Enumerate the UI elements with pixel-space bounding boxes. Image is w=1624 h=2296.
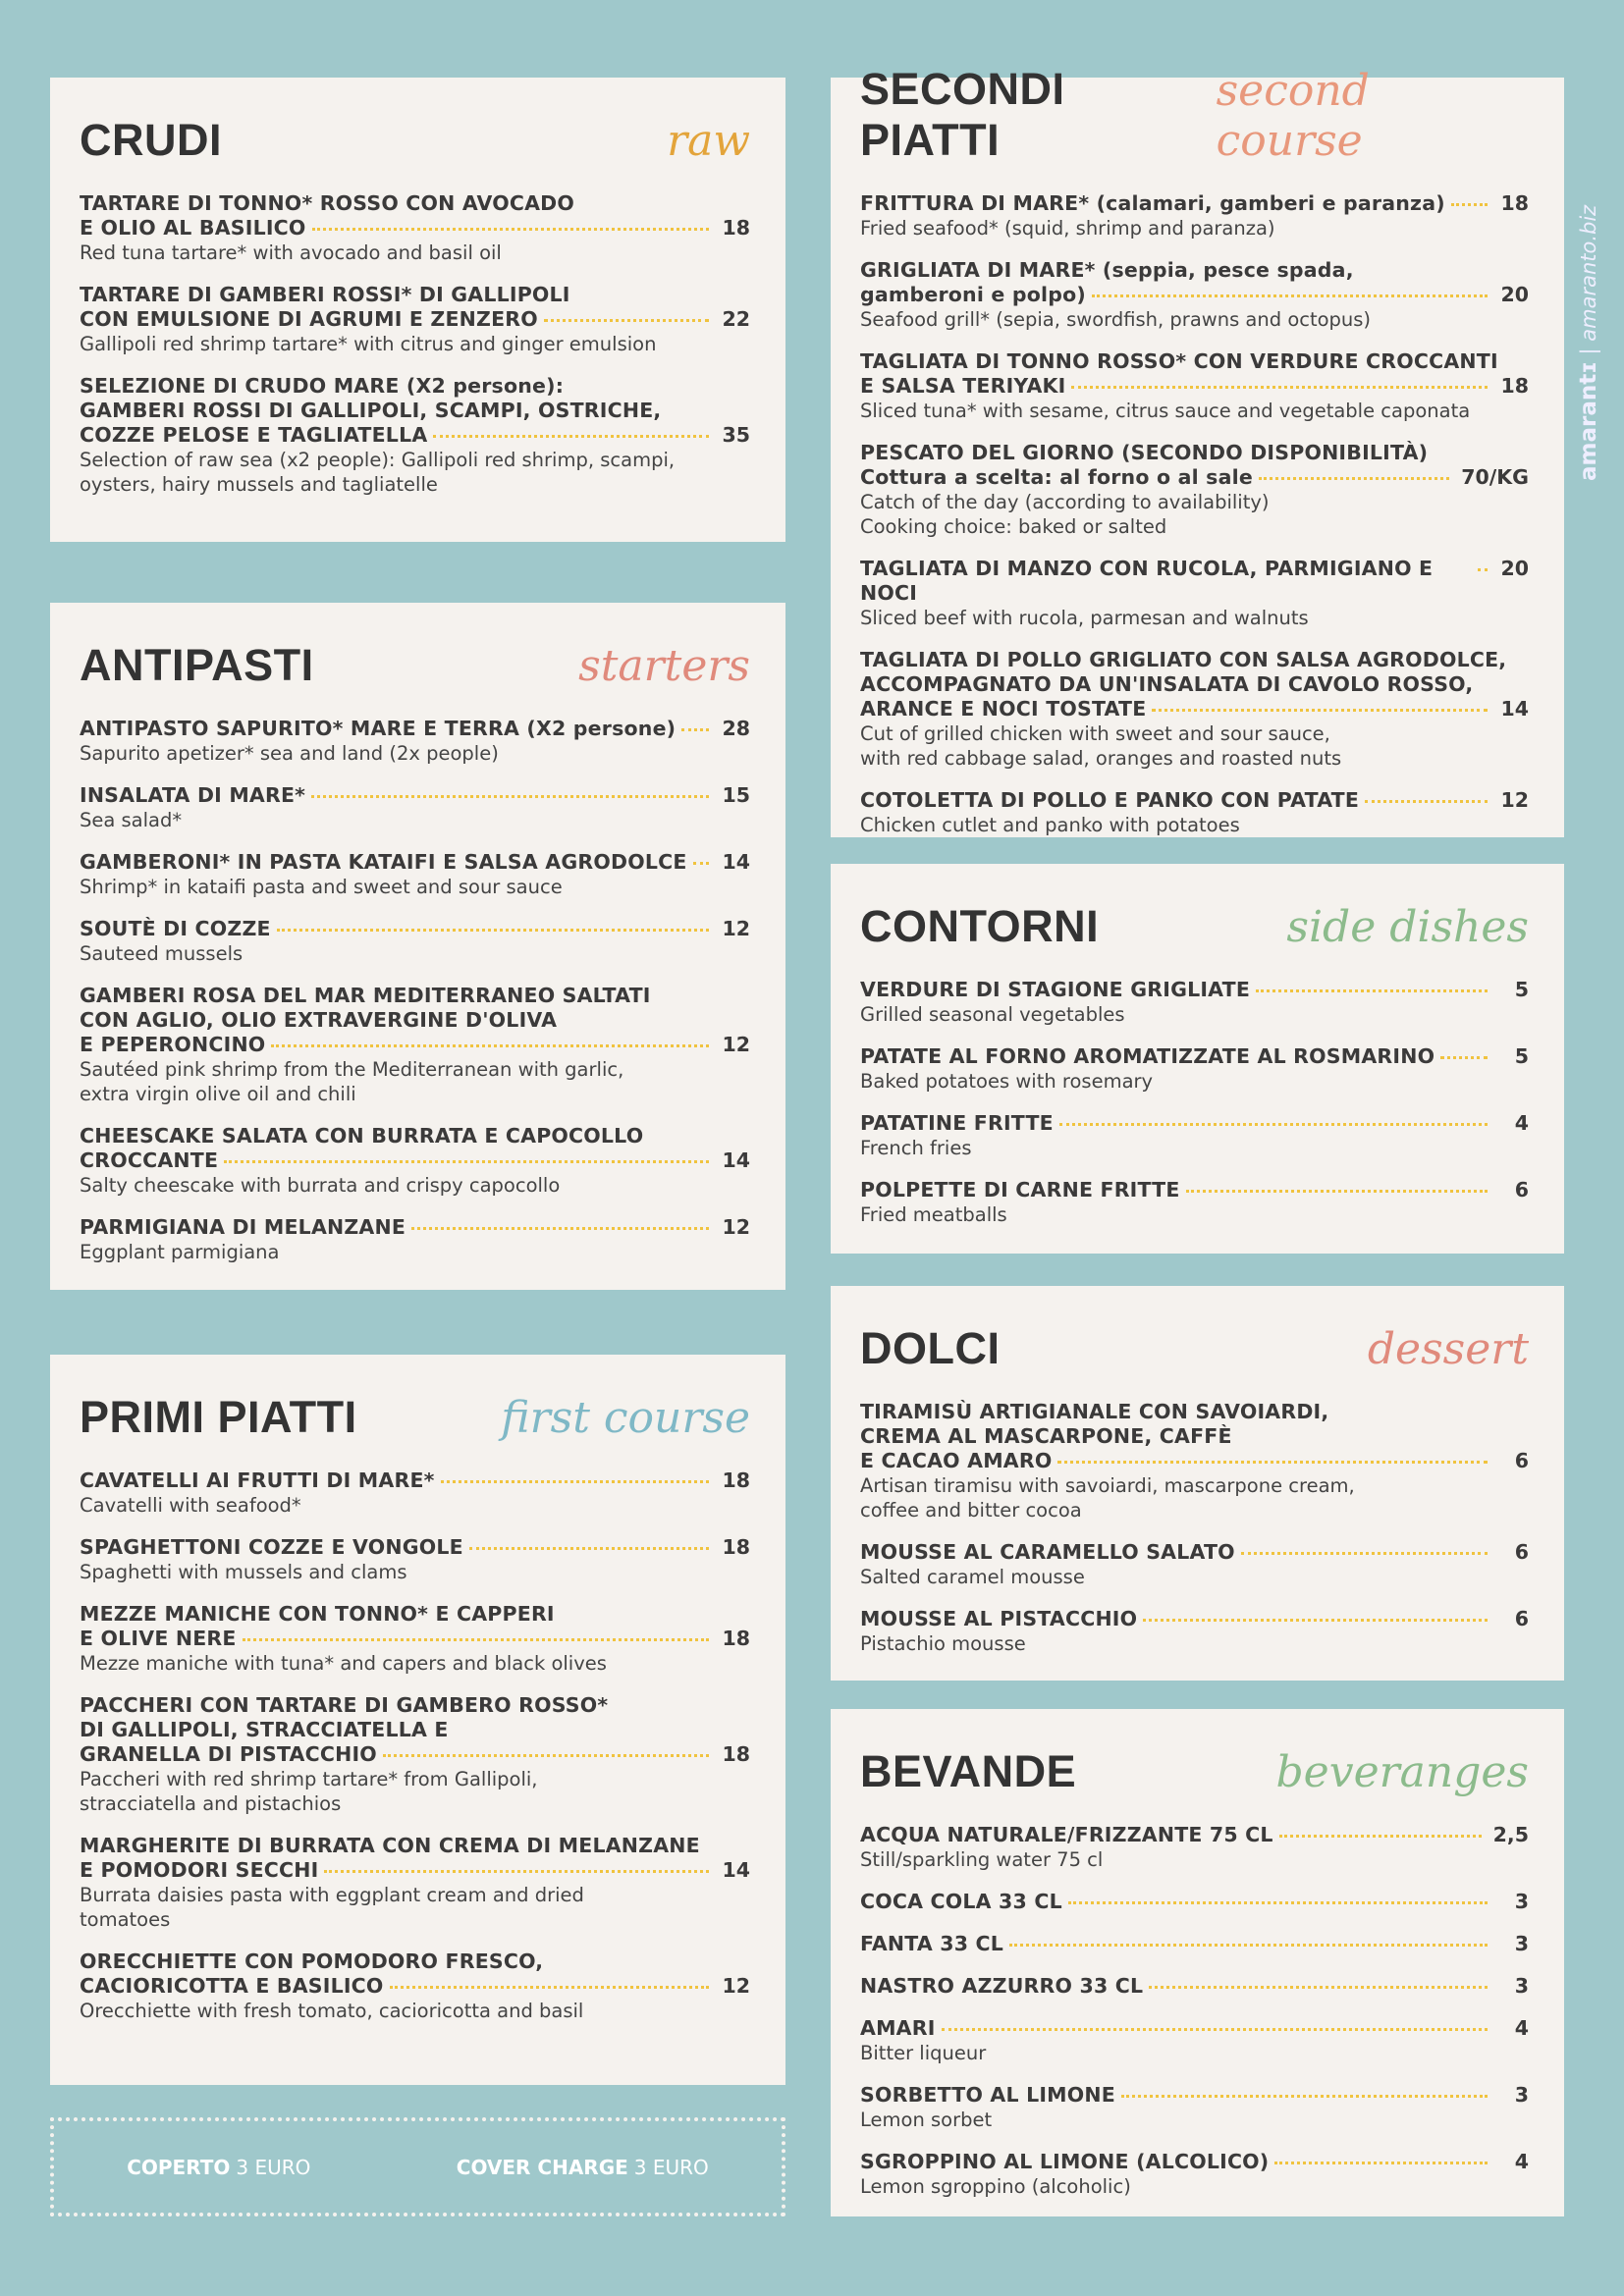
menu-item xyxy=(860,2083,1529,2132)
item-name-line: E OLIO AL BASILICO xyxy=(80,216,306,240)
item-description: Sliced beef with rucola, parmesan and walnuts xyxy=(860,607,1309,629)
section-title: ANTIPASTI xyxy=(80,640,314,690)
item-name-line: E CACAO AMARO xyxy=(860,1449,1053,1472)
menu-item xyxy=(860,258,1529,332)
item-name-row xyxy=(860,2083,1529,2108)
section-subtitle: side dishes xyxy=(1286,902,1529,952)
item-price: 12 xyxy=(722,1033,750,1056)
item-name-line: CACIORICOTTA E BASILICO xyxy=(80,1974,384,1998)
item-price: 4 xyxy=(1514,2150,1529,2173)
menu-item xyxy=(80,850,750,899)
menu-section-secondi-piatti xyxy=(831,64,1564,837)
item-price: 14 xyxy=(1500,697,1529,721)
menu-item xyxy=(860,978,1529,1027)
menu-item xyxy=(860,2016,1529,2065)
item-description: Cut of grilled chicken with sweet and sour sauce, xyxy=(860,722,1330,745)
item-name-line: CAVATELLI AI FRUTTI DI MARE* xyxy=(80,1468,435,1492)
menu-item xyxy=(860,1044,1529,1094)
item-name-line: E OLIVE NERE xyxy=(80,1627,237,1650)
item-name-line: SELEZIONE DI CRUDO MARE (X2 persone): xyxy=(80,374,565,398)
item-name-row xyxy=(80,917,750,941)
item-name-line: MOUSSE AL PISTACCHIO xyxy=(860,1607,1138,1630)
item-price: 18 xyxy=(1500,191,1529,215)
item-name-line: PESCATO DEL GIORNO (SECONDO DISPONIBILITÀ) xyxy=(860,441,1429,464)
item-description: Salty cheescake with burrata and crispy capocollo xyxy=(80,1174,561,1197)
item-description: Fried meatballs xyxy=(860,1203,1007,1226)
item-name-line: E PEPERONCINO xyxy=(80,1033,266,1056)
item-description: Selection of raw sea (x2 people): Gallipoli red shrimp, scampi, xyxy=(80,449,676,471)
item-price: 6 xyxy=(1514,1449,1529,1472)
item-name-line: MEZZE MANICHE CON TONNO* E CAPPERI xyxy=(80,1602,555,1626)
item-name-row xyxy=(80,1215,750,1240)
menu-item xyxy=(860,1974,1529,1999)
item-description: Sapurito apetizer* sea and land (2x people) xyxy=(80,742,499,765)
menu-item xyxy=(860,1607,1529,1656)
item-name-line: COZZE PELOSE E TAGLIATELLA xyxy=(80,423,428,447)
item-name-row xyxy=(80,1974,750,1999)
menu-item xyxy=(860,788,1529,837)
item-description: Sea salad* xyxy=(80,809,183,831)
menu-item xyxy=(860,1823,1529,1872)
item-description: French fries xyxy=(860,1137,972,1159)
item-name-line: CON AGLIO, OLIO EXTRAVERGINE D'OLIVA xyxy=(80,1008,558,1032)
menu-item xyxy=(860,1932,1529,1956)
section-title: PRIMI PIATTI xyxy=(80,1392,357,1442)
item-name-row xyxy=(860,465,1529,490)
item-name-row xyxy=(860,557,1529,606)
item-name-line: GRIGLIATA DI MARE* (seppia, pesce spada, xyxy=(860,258,1354,282)
item-description: Cavatelli with seafood* xyxy=(80,1494,301,1517)
menu-item xyxy=(80,191,750,265)
item-name-line: CHEESCAKE SALATA CON BURRATA E CAPOCOLLO xyxy=(80,1124,644,1148)
item-price: 3 xyxy=(1514,1974,1529,1998)
section-header xyxy=(860,1319,1529,1374)
item-price: 35 xyxy=(722,423,750,447)
item-price: 14 xyxy=(722,1858,750,1882)
menu-item xyxy=(860,1540,1529,1589)
dotted-leader xyxy=(942,2028,1488,2031)
menu-item xyxy=(860,557,1529,630)
item-price: 20 xyxy=(1500,283,1529,306)
menu-item xyxy=(80,1834,750,1932)
item-name-line: SORBETTO AL LIMONE xyxy=(860,2083,1115,2107)
dotted-leader xyxy=(1121,2095,1488,2098)
item-description: Chicken cutlet and panko with potatoes xyxy=(860,814,1240,836)
dotted-leader xyxy=(544,319,709,322)
item-price: 2,5 xyxy=(1492,1823,1529,1846)
dotted-leader xyxy=(1451,203,1488,206)
dotted-leader xyxy=(1440,1056,1488,1059)
section-subtitle: second course xyxy=(1216,66,1370,166)
item-name-line: GAMBERONI* IN PASTA KATAIFI E SALSA AGRODOLCE xyxy=(80,850,687,874)
item-name-row xyxy=(860,191,1529,216)
item-description: Grilled seasonal vegetables xyxy=(860,1003,1125,1026)
section-header xyxy=(80,111,750,166)
section-title: BEVANDE xyxy=(860,1746,1077,1796)
item-price: 5 xyxy=(1514,978,1529,1001)
menu-item xyxy=(80,1124,750,1198)
item-price: 70/KG xyxy=(1461,465,1529,489)
item-name-row xyxy=(860,1974,1529,1999)
brand-sidebar: amarantɪ | amaranto.biz xyxy=(1576,204,1601,481)
dotted-leader xyxy=(390,1986,709,1989)
section-header xyxy=(860,897,1529,952)
brand-website: amaranto.biz xyxy=(1577,204,1600,342)
section-header xyxy=(80,1388,750,1443)
dotted-leader xyxy=(1274,2162,1488,2164)
dotted-leader xyxy=(311,795,709,798)
item-price: 18 xyxy=(722,1468,750,1492)
item-price: 3 xyxy=(1514,1890,1529,1913)
menu-item xyxy=(80,1535,750,1584)
item-name-row xyxy=(860,1111,1529,1136)
menu-item xyxy=(860,1400,1529,1522)
section-subtitle: beveranges xyxy=(1275,1747,1529,1797)
item-name-line: ORECCHIETTE CON POMODORO FRESCO, xyxy=(80,1949,544,1973)
section-subtitle: dessert xyxy=(1367,1324,1529,1374)
item-name-line: TAGLIATA DI TONNO ROSSO* CON VERDURE CROCCANTI xyxy=(860,349,1498,373)
item-price: 14 xyxy=(722,850,750,874)
item-price: 18 xyxy=(1500,374,1529,398)
section-subtitle: raw xyxy=(667,116,750,166)
dotted-leader xyxy=(1259,477,1449,480)
item-name-row xyxy=(80,1858,750,1883)
item-description: Pistachio mousse xyxy=(860,1632,1026,1655)
item-price: 3 xyxy=(1514,1932,1529,1955)
item-description: Paccheri with red shrimp tartare* from Gallipoli, xyxy=(80,1768,538,1790)
item-price: 3 xyxy=(1514,2083,1529,2107)
item-name-line: Cottura a scelta: al forno o al sale xyxy=(860,465,1253,489)
item-name-line: MOUSSE AL CARAMELLO SALATO xyxy=(860,1540,1235,1564)
dotted-leader xyxy=(441,1480,709,1483)
item-description: stracciatella and pistachios xyxy=(80,1792,342,1815)
item-name-line: TAGLIATA DI POLLO GRIGLIATO CON SALSA AGRODOLCE, xyxy=(860,648,1507,671)
item-description: Burrata daisies pasta with eggplant cream and dried xyxy=(80,1884,584,1906)
section-header xyxy=(860,64,1529,166)
coperto: COPERTO 3 EURO xyxy=(127,2155,311,2179)
item-description: Mezze maniche with tuna* and capers and black olives xyxy=(80,1652,607,1675)
item-name-line: TIRAMISÙ ARTIGIANALE CON SAVOIARDI, xyxy=(860,1400,1329,1423)
dotted-leader xyxy=(1071,386,1488,389)
section-title: CRUDI xyxy=(80,115,222,165)
item-name-line: VERDURE DI STAGIONE GRIGLIATE xyxy=(860,978,1251,1001)
menu-item xyxy=(80,1949,750,2023)
menu-section-contorni xyxy=(831,864,1564,1254)
item-description: Still/sparkling water 75 cl xyxy=(860,1848,1104,1871)
dotted-leader xyxy=(224,1160,709,1163)
dotted-leader xyxy=(383,1754,709,1757)
item-name-row xyxy=(80,423,750,448)
item-name-row xyxy=(860,283,1529,307)
item-description: Lemon sorbet xyxy=(860,2109,993,2131)
dotted-leader xyxy=(277,929,709,932)
item-description: with red cabbage salad, oranges and roasted nuts xyxy=(860,747,1342,770)
item-description: Orecchiette with fresh tomato, cacioricotta and basil xyxy=(80,2000,584,2022)
item-name-row xyxy=(860,374,1529,399)
item-name-line: NASTRO AZZURRO 33 CL xyxy=(860,1974,1144,1998)
item-name-line: COCA COLA 33 CL xyxy=(860,1890,1062,1913)
menu-item xyxy=(860,648,1529,771)
item-name-line: ARANCE E NOCI TOSTATE xyxy=(860,697,1147,721)
section-title: SECONDI PIATTI xyxy=(860,64,1065,165)
item-name-line: ANTIPASTO SAPURITO* MARE E TERRA (X2 persone) xyxy=(80,717,677,740)
item-description: Sliced tuna* with sesame, citrus sauce and vegetable caponata xyxy=(860,400,1471,422)
dotted-leader xyxy=(411,1227,709,1230)
item-description: Gallipoli red shrimp tartare* with citrus and ginger emulsion xyxy=(80,333,657,355)
item-price: 15 xyxy=(722,783,750,807)
item-name-line: TAGLIATA DI MANZO CON RUCOLA, PARMIGIANO E NOCI xyxy=(860,557,1434,605)
item-name-line: COTOLETTA DI POLLO E PANKO CON PATATE xyxy=(860,788,1360,812)
item-description: Salted caramel mousse xyxy=(860,1566,1085,1588)
item-name-row xyxy=(860,1178,1529,1202)
item-price: 18 xyxy=(722,1627,750,1650)
menu-section-crudi xyxy=(50,78,785,542)
item-name-line: gamberoni e polpo) xyxy=(860,283,1086,306)
dotted-leader xyxy=(271,1044,709,1047)
dotted-leader xyxy=(433,435,709,438)
item-name-line: ACCOMPAGNATO DA UN'INSALATA DI CAVOLO ROSSO, xyxy=(860,672,1474,696)
item-name-line: CREMA AL MASCARPONE, CAFFÈ xyxy=(860,1424,1232,1448)
item-price: 6 xyxy=(1514,1607,1529,1630)
menu-item xyxy=(860,1111,1529,1160)
item-name-row xyxy=(80,1468,750,1493)
item-name-row xyxy=(860,1449,1529,1473)
item-name-line: SGROPPINO AL LIMONE (ALCOLICO) xyxy=(860,2150,1270,2173)
item-name-row xyxy=(860,1607,1529,1631)
menu-item xyxy=(80,984,750,1106)
dotted-leader xyxy=(1149,1986,1488,1989)
menu-item xyxy=(80,717,750,766)
item-price: 12 xyxy=(722,917,750,940)
item-name-row xyxy=(860,1540,1529,1565)
menu-item xyxy=(860,191,1529,240)
menu-item xyxy=(80,283,750,356)
item-description: Sautéed pink shrimp from the Mediterranean with garlic, xyxy=(80,1058,624,1081)
item-price: 14 xyxy=(722,1148,750,1172)
dotted-leader xyxy=(1241,1552,1488,1555)
item-description: Sauteed mussels xyxy=(80,942,244,965)
section-title: DOLCI xyxy=(860,1323,1001,1373)
item-price: 12 xyxy=(722,1974,750,1998)
menu-section-bevande xyxy=(831,1709,1564,2216)
dotted-leader xyxy=(1059,1123,1488,1126)
brand-logo: amarantɪ xyxy=(1576,361,1601,481)
menu-item xyxy=(860,1178,1529,1227)
menu-item xyxy=(80,783,750,832)
dotted-leader xyxy=(1256,989,1488,992)
menu-item xyxy=(80,1215,750,1264)
item-name-line: CROCCANTE xyxy=(80,1148,219,1172)
menu-section-antipasti xyxy=(50,603,785,1290)
item-name-line: PACCHERI CON TARTARE DI GAMBERO ROSSO* xyxy=(80,1693,609,1717)
item-description: oysters, hairy mussels and tagliatelle xyxy=(80,473,438,496)
item-description: Red tuna tartare* with avocado and basil oil xyxy=(80,241,502,264)
item-name-line: SOUTÈ DI COZZE xyxy=(80,917,271,940)
item-name-line: MARGHERITE DI BURRATA CON CREMA DI MELANZANE xyxy=(80,1834,700,1857)
item-name-row xyxy=(80,307,750,332)
menu-item xyxy=(860,349,1529,423)
section-header xyxy=(860,1742,1529,1797)
item-price: 18 xyxy=(722,1535,750,1559)
item-description: Shrimp* in kataifi pasta and sweet and sour sauce xyxy=(80,876,563,898)
item-price: 4 xyxy=(1514,1111,1529,1135)
dotted-leader xyxy=(1143,1619,1488,1622)
item-name-line: POLPETTE DI CARNE FRITTE xyxy=(860,1178,1180,1201)
dotted-leader xyxy=(469,1547,709,1550)
section-title: CONTORNI xyxy=(860,901,1100,951)
item-name-line: INSALATA DI MARE* xyxy=(80,783,306,807)
menu-item xyxy=(860,2150,1529,2199)
item-description: extra virgin olive oil and chili xyxy=(80,1083,356,1105)
item-description: Lemon sgroppino (alcoholic) xyxy=(860,2175,1131,2198)
item-description: Bitter liqueur xyxy=(860,2042,987,2064)
item-name-line: GAMBERI ROSA DEL MAR MEDITERRANEO SALTATI xyxy=(80,984,651,1007)
dotted-leader xyxy=(1092,294,1488,297)
item-name-line: FANTA 33 CL xyxy=(860,1932,1004,1955)
item-name-row xyxy=(80,1627,750,1651)
dotted-leader xyxy=(693,862,709,865)
item-name-line: FRITTURA DI MARE* (calamari, gamberi e paranza) xyxy=(860,191,1445,215)
item-name-row xyxy=(860,2150,1529,2174)
dotted-leader xyxy=(1152,709,1488,712)
item-name-line: SPAGHETTONI COZZE E VONGOLE xyxy=(80,1535,463,1559)
menu-item xyxy=(80,374,750,497)
item-name-line: GAMBERI ROSSI DI GALLIPOLI, SCAMPI, OSTRICHE, xyxy=(80,399,662,422)
item-description: coffee and bitter cocoa xyxy=(860,1499,1082,1522)
menu-section-dolci xyxy=(831,1286,1564,1681)
item-name-line: PARMIGIANA DI MELANZANE xyxy=(80,1215,406,1239)
item-name-row xyxy=(860,697,1529,721)
item-description: Catch of the day (according to availability) xyxy=(860,491,1270,513)
item-description: Artisan tiramisu with savoiardi, mascarpone cream, xyxy=(860,1474,1355,1497)
item-name-row xyxy=(80,850,750,875)
cover-charge: COVER CHARGE 3 EURO xyxy=(456,2155,709,2179)
dotted-leader xyxy=(1365,800,1488,803)
item-description: Baked potatoes with rosemary xyxy=(860,1070,1154,1093)
menu-item xyxy=(80,1693,750,1816)
item-description: Spaghetti with mussels and clams xyxy=(80,1561,407,1583)
menu-item xyxy=(80,917,750,966)
item-name-line: TARTARE DI TONNO* ROSSO CON AVOCADO xyxy=(80,191,575,215)
item-name-line: GRANELLA DI PISTACCHIO xyxy=(80,1742,377,1766)
menu-item xyxy=(80,1468,750,1518)
section-subtitle: first course xyxy=(501,1393,750,1443)
item-name-line: CON EMULSIONE DI AGRUMI E ZENZERO xyxy=(80,307,538,331)
cover-charge-box xyxy=(50,2117,785,2216)
item-name-row xyxy=(80,1033,750,1057)
item-name-line: E SALSA TERIYAKI xyxy=(860,374,1066,398)
item-name-line: ACQUA NATURALE/FRIZZANTE 75 CL xyxy=(860,1823,1273,1846)
item-price: 5 xyxy=(1514,1044,1529,1068)
menu-item xyxy=(80,1602,750,1676)
item-name-line: PATATINE FRITTE xyxy=(860,1111,1054,1135)
item-description: tomatoes xyxy=(80,1908,171,1931)
item-description: Eggplant parmigiana xyxy=(80,1241,280,1263)
dotted-leader xyxy=(1279,1835,1482,1838)
section-header xyxy=(80,636,750,691)
item-price: 6 xyxy=(1514,1540,1529,1564)
dotted-leader xyxy=(1057,1461,1488,1464)
dotted-leader xyxy=(1068,1901,1488,1904)
item-price: 28 xyxy=(722,717,750,740)
item-description: Fried seafood* (squid, shrimp and paranza) xyxy=(860,217,1275,240)
item-name-row xyxy=(80,1742,750,1767)
dotted-leader xyxy=(1009,1944,1488,1947)
item-name-row xyxy=(860,1932,1529,1956)
item-name-row xyxy=(860,2016,1529,2041)
menu-item xyxy=(860,1890,1529,1914)
dotted-leader xyxy=(243,1638,709,1641)
item-name-line: DI GALLIPOLI, STRACCIATELLA E xyxy=(80,1718,449,1741)
item-price: 20 xyxy=(1500,557,1529,580)
item-price: 18 xyxy=(722,1742,750,1766)
item-name-row xyxy=(860,1890,1529,1914)
item-name-line: AMARI xyxy=(860,2016,936,2040)
item-name-row xyxy=(80,1148,750,1173)
dotted-leader xyxy=(1186,1190,1488,1193)
item-name-line: PATATE AL FORNO AROMATIZZATE AL ROSMARINO xyxy=(860,1044,1435,1068)
item-price: 12 xyxy=(1500,788,1529,812)
item-name-row xyxy=(860,1044,1529,1069)
item-name-row xyxy=(860,978,1529,1002)
item-name-line: TARTARE DI GAMBERI ROSSI* DI GALLIPOLI xyxy=(80,283,570,306)
dotted-leader xyxy=(324,1870,709,1873)
item-name-row xyxy=(80,1535,750,1560)
item-price: 6 xyxy=(1514,1178,1529,1201)
dotted-leader xyxy=(312,228,709,231)
item-name-row xyxy=(860,788,1529,813)
menu-section-primi-piatti xyxy=(50,1355,785,2085)
item-name-row xyxy=(80,216,750,240)
item-price: 22 xyxy=(722,307,750,331)
item-name-row xyxy=(80,717,750,741)
item-description: Cooking choice: baked or salted xyxy=(860,515,1167,538)
dotted-leader xyxy=(681,728,709,731)
menu-item xyxy=(860,441,1529,539)
item-price: 18 xyxy=(722,216,750,240)
item-price: 4 xyxy=(1514,2016,1529,2040)
item-price: 12 xyxy=(722,1215,750,1239)
item-name-row xyxy=(860,1823,1529,1847)
item-name-line: E POMODORI SECCHI xyxy=(80,1858,319,1882)
item-description: Seafood grill* (sepia, swordfish, prawns and octopus) xyxy=(860,308,1372,331)
item-name-row xyxy=(80,783,750,808)
dotted-leader xyxy=(1478,568,1488,571)
section-subtitle: starters xyxy=(578,641,750,691)
